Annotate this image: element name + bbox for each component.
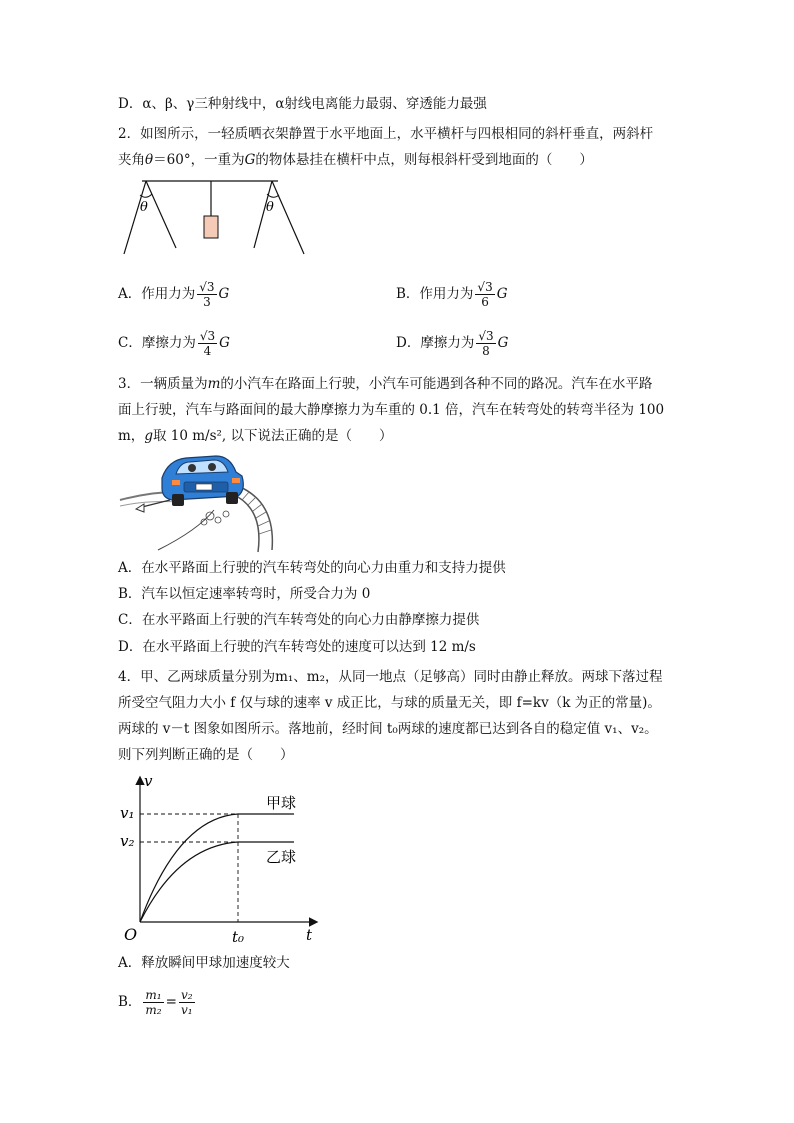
fraction [143, 988, 163, 1017]
q4-stem-line3: 两球的 v－t 图象如图所示。落地前，经时间 t₀两球的速度都已达到各自的稳定值 v₁、v₂。 [118, 721, 658, 737]
numerator: v₂ [180, 988, 193, 1002]
fraction [197, 280, 216, 309]
numerator: m₁ [145, 988, 162, 1002]
v1-label: v₁ [120, 804, 135, 822]
q3-stem-line3 [118, 426, 393, 446]
car-turning-illustration [118, 450, 284, 554]
q3-stem-line1 [118, 374, 652, 394]
origin-label: O [124, 925, 138, 944]
q2-option-c [118, 329, 230, 358]
fraction [476, 329, 495, 358]
q4-stem-line2: 所受空气阻力大小 f 仅与球的速率 v 成正比，与球的质量无关，即 f=kv（k 为正的常量)。 [118, 695, 661, 711]
opt-label: A．作用力为 [118, 286, 196, 302]
v2-label: v₂ [120, 832, 135, 850]
g-symbol: G [496, 286, 508, 302]
q3-option-d: D．在水平路面上行驶的汽车转弯处的速度可以达到 12 m/s [118, 639, 476, 655]
v-axis-label: v [144, 772, 153, 790]
denominator: 3 [203, 295, 211, 309]
opt-label: C．摩擦力为 [118, 335, 196, 351]
q3-text: 取 10 m/s², 以下说法正确的是（ ） [152, 428, 393, 444]
denominator: 6 [481, 295, 489, 309]
hanging-weight [204, 216, 218, 238]
q2-g: G [244, 152, 256, 168]
denominator: m₂ [145, 1003, 162, 1017]
numerator: √3 [477, 280, 493, 294]
fraction [198, 329, 217, 358]
q2-text: 夹角 [118, 152, 145, 168]
q4-option-a: A．释放瞬间甲球加速度较大 [118, 955, 290, 971]
denominator: 4 [203, 344, 212, 358]
t0-label: t₀ [232, 928, 245, 946]
denominator: 8 [482, 344, 490, 358]
q2-option-d [396, 329, 508, 358]
q3-option-a: A．在水平路面上行驶的汽车转弯处的向心力由重力和支持力提供 [118, 560, 506, 576]
q3-stem-line2: 面上行驶，汽车与路面间的最大静摩擦力为车重的 0.1 倍，汽车在转弯处的转弯半径为 100 [118, 402, 665, 418]
q2-text: 的物体悬挂在横杆中点，则每根斜杆受到地面的（ ） [255, 152, 593, 168]
label-jia: 甲球 [266, 794, 297, 812]
q4-stem-line1: 4．甲、乙两球质量分别为m₁、m₂，从同一地点（足够高）同时由静止释放。两球下落过程 [118, 669, 663, 685]
g-symbol: G [497, 335, 509, 351]
velocity-time-graph [118, 770, 328, 950]
q2-stem-line1: 2．如图所示，一轻质晒衣架静置于水平地面上，水平横杆与四根相同的斜杆垂直，两斜杆 [118, 126, 654, 142]
q3-text: m， [118, 428, 145, 444]
drying-rack-diagram [118, 176, 318, 260]
label-yi: 乙球 [266, 848, 297, 866]
q2-theta: θ [145, 152, 154, 168]
q2-option-b [396, 280, 508, 309]
denominator: v₁ [180, 1003, 193, 1017]
q2-option-a [118, 280, 229, 309]
curve-jia [140, 814, 297, 922]
q3-text: 的小汽车在路面上行驶，小汽车可能遇到各种不同的路况。汽车在水平路 [220, 376, 653, 392]
rack-theta-right: θ [266, 200, 274, 215]
numerator: √3 [199, 329, 216, 343]
numerator: √3 [199, 280, 215, 294]
opt-label: B．作用力为 [396, 286, 474, 302]
opt-label: B． [118, 994, 142, 1010]
q2-stem-line2 [118, 150, 593, 170]
q4-option-b [118, 988, 197, 1017]
q3-m: m [207, 376, 221, 392]
rack-theta-left: θ [140, 200, 148, 215]
q3-text: 3．一辆质量为 [118, 376, 208, 392]
opt-label: D．摩擦力为 [396, 335, 475, 351]
q2-text: ＝60°，一重为 [153, 152, 245, 168]
fraction [179, 988, 195, 1017]
q3-g: g [144, 428, 153, 444]
fraction [475, 280, 494, 309]
numerator: √3 [478, 329, 494, 343]
t-axis-label: t [306, 926, 313, 944]
q3-option-b: B．汽车以恒定速率转弯时，所受合力为 0 [118, 586, 371, 602]
g-symbol: G [218, 286, 230, 302]
q1-option-d: D．α、β、γ三种射线中，α射线电离能力最弱、穿透能力最强 [118, 96, 487, 112]
g-symbol: G [219, 335, 230, 351]
q3-option-c: C．在水平路面上行驶的汽车转弯处的向心力由静摩擦力提供 [118, 612, 480, 628]
q4-stem-line4: 则下列判断正确的是（ ） [118, 747, 294, 763]
equals-sign: = [165, 994, 177, 1010]
